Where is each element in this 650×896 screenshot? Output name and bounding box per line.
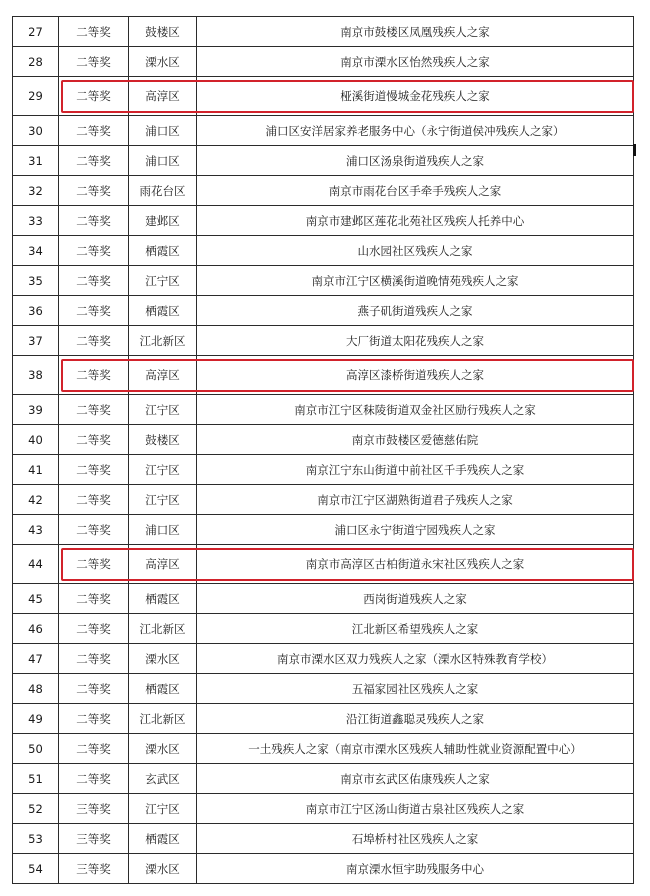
award-level-cell: 二等奖 — [59, 236, 129, 266]
table-row — [13, 584, 634, 614]
award-level-cell: 二等奖 — [59, 206, 129, 236]
row-number-cell: 30 — [13, 116, 59, 146]
table-row — [13, 674, 634, 704]
institution-name-cell: 石埠桥村社区残疾人之家 — [197, 824, 634, 854]
row-number-cell: 45 — [13, 584, 59, 614]
institution-name-cell: 南京市江宁区横溪街道晚情苑残疾人之家 — [197, 266, 634, 296]
district-cell: 溧水区 — [129, 854, 197, 884]
row-number-cell: 27 — [13, 17, 59, 47]
award-level-cell: 三等奖 — [59, 794, 129, 824]
table-row — [13, 395, 634, 425]
row-number-cell: 36 — [13, 296, 59, 326]
row-number-cell: 35 — [13, 266, 59, 296]
row-number-cell: 50 — [13, 734, 59, 764]
row-number-cell: 29 — [13, 77, 59, 116]
institution-name-cell: 山水园社区残疾人之家 — [197, 236, 634, 266]
row-number-cell: 47 — [13, 644, 59, 674]
table-row — [13, 47, 634, 77]
institution-name-cell: 南京市溧水区双力残疾人之家（溧水区特殊教育学校） — [197, 644, 634, 674]
institution-name-cell: 西岗街道残疾人之家 — [197, 584, 634, 614]
institution-name-cell: 南京市江宁区秣陵街道双金社区励行残疾人之家 — [197, 395, 634, 425]
table-row — [13, 704, 634, 734]
institution-name-cell: 燕子矶街道残疾人之家 — [197, 296, 634, 326]
award-level-cell: 二等奖 — [59, 644, 129, 674]
award-level-cell: 二等奖 — [59, 764, 129, 794]
district-cell: 雨花台区 — [129, 176, 197, 206]
row-number-cell: 39 — [13, 395, 59, 425]
table-row — [13, 455, 634, 485]
table-row — [13, 794, 634, 824]
table-row — [13, 176, 634, 206]
district-cell: 鼓楼区 — [129, 17, 197, 47]
row-number-cell: 31 — [13, 146, 59, 176]
row-number-cell: 52 — [13, 794, 59, 824]
district-cell: 玄武区 — [129, 764, 197, 794]
table-row — [13, 146, 634, 176]
district-cell: 江北新区 — [129, 614, 197, 644]
institution-name-cell: 桠溪街道慢城金花残疾人之家 — [197, 77, 634, 116]
row-number-cell: 51 — [13, 764, 59, 794]
table-row — [13, 764, 634, 794]
award-table — [12, 16, 634, 884]
award-level-cell: 二等奖 — [59, 296, 129, 326]
table-row — [13, 734, 634, 764]
award-table-body — [13, 17, 634, 884]
table-row — [13, 425, 634, 455]
institution-name-cell: 南京市鼓楼区凤凰残疾人之家 — [197, 17, 634, 47]
award-level-cell: 二等奖 — [59, 176, 129, 206]
institution-name-cell: 江北新区希望残疾人之家 — [197, 614, 634, 644]
district-cell: 浦口区 — [129, 146, 197, 176]
table-row — [13, 206, 634, 236]
district-cell: 溧水区 — [129, 47, 197, 77]
district-cell: 江宁区 — [129, 794, 197, 824]
award-level-cell: 二等奖 — [59, 485, 129, 515]
district-cell: 高淳区 — [129, 77, 197, 116]
row-number-cell: 32 — [13, 176, 59, 206]
district-cell: 栖霞区 — [129, 236, 197, 266]
district-cell: 鼓楼区 — [129, 425, 197, 455]
table-row — [13, 515, 634, 545]
institution-name-cell: 浦口区安洋居家养老服务中心（永宁街道侯冲残疾人之家） — [197, 116, 634, 146]
table-row — [13, 116, 634, 146]
award-level-cell: 二等奖 — [59, 356, 129, 395]
district-cell: 建邺区 — [129, 206, 197, 236]
row-number-cell: 44 — [13, 545, 59, 584]
row-number-cell: 40 — [13, 425, 59, 455]
table-row — [13, 854, 634, 884]
row-number-cell: 28 — [13, 47, 59, 77]
district-cell: 浦口区 — [129, 515, 197, 545]
award-level-cell: 二等奖 — [59, 704, 129, 734]
institution-name-cell: 南京市溧水区怡然残疾人之家 — [197, 47, 634, 77]
award-level-cell: 二等奖 — [59, 77, 129, 116]
award-list-sheet — [12, 16, 633, 884]
institution-name-cell: 南京溧水恒宇助残服务中心 — [197, 854, 634, 884]
institution-name-cell: 大厂街道太阳花残疾人之家 — [197, 326, 634, 356]
award-level-cell: 二等奖 — [59, 326, 129, 356]
award-level-cell: 二等奖 — [59, 614, 129, 644]
table-row — [13, 326, 634, 356]
district-cell: 江宁区 — [129, 455, 197, 485]
row-number-cell: 37 — [13, 326, 59, 356]
award-level-cell: 二等奖 — [59, 116, 129, 146]
award-level-cell: 二等奖 — [59, 146, 129, 176]
district-cell: 溧水区 — [129, 734, 197, 764]
award-level-cell: 二等奖 — [59, 545, 129, 584]
district-cell: 江宁区 — [129, 485, 197, 515]
table-row — [13, 545, 634, 584]
table-row — [13, 17, 634, 47]
table-row — [13, 77, 634, 116]
district-cell: 江北新区 — [129, 326, 197, 356]
institution-name-cell: 浦口区汤泉街道残疾人之家 — [197, 146, 634, 176]
institution-name-cell: 高淳区漆桥街道残疾人之家 — [197, 356, 634, 395]
district-cell: 栖霞区 — [129, 824, 197, 854]
row-number-cell: 41 — [13, 455, 59, 485]
row-number-cell: 48 — [13, 674, 59, 704]
institution-name-cell: 南京江宁东山街道中前社区千手残疾人之家 — [197, 455, 634, 485]
table-row — [13, 296, 634, 326]
award-level-cell: 二等奖 — [59, 395, 129, 425]
district-cell: 浦口区 — [129, 116, 197, 146]
district-cell: 江北新区 — [129, 704, 197, 734]
institution-name-cell: 南京市江宁区湖熟街道君子残疾人之家 — [197, 485, 634, 515]
institution-name-cell: 沿江街道鑫聪灵残疾人之家 — [197, 704, 634, 734]
table-row — [13, 266, 634, 296]
row-number-cell: 49 — [13, 704, 59, 734]
district-cell: 栖霞区 — [129, 584, 197, 614]
award-level-cell: 三等奖 — [59, 824, 129, 854]
table-row — [13, 236, 634, 266]
district-cell: 栖霞区 — [129, 674, 197, 704]
institution-name-cell: 五福家园社区残疾人之家 — [197, 674, 634, 704]
award-level-cell: 二等奖 — [59, 515, 129, 545]
award-level-cell: 二等奖 — [59, 266, 129, 296]
award-level-cell: 二等奖 — [59, 47, 129, 77]
table-row — [13, 824, 634, 854]
institution-name-cell: 南京市建邺区莲花北苑社区残疾人托养中心 — [197, 206, 634, 236]
row-number-cell: 33 — [13, 206, 59, 236]
award-level-cell: 二等奖 — [59, 455, 129, 485]
district-cell: 江宁区 — [129, 266, 197, 296]
row-number-cell: 54 — [13, 854, 59, 884]
district-cell: 栖霞区 — [129, 296, 197, 326]
institution-name-cell: 南京市玄武区佑康残疾人之家 — [197, 764, 634, 794]
institution-name-cell: 南京市高淳区古柏街道永宋社区残疾人之家 — [197, 545, 634, 584]
table-row — [13, 644, 634, 674]
page-edge-mark — [633, 144, 636, 156]
row-number-cell: 38 — [13, 356, 59, 395]
district-cell: 溧水区 — [129, 644, 197, 674]
row-number-cell: 34 — [13, 236, 59, 266]
institution-name-cell: 南京市江宁区汤山街道古泉社区残疾人之家 — [197, 794, 634, 824]
row-number-cell: 42 — [13, 485, 59, 515]
row-number-cell: 43 — [13, 515, 59, 545]
award-level-cell: 二等奖 — [59, 674, 129, 704]
row-number-cell: 46 — [13, 614, 59, 644]
district-cell: 高淳区 — [129, 356, 197, 395]
institution-name-cell: 一土残疾人之家（南京市溧水区残疾人辅助性就业资源配置中心） — [197, 734, 634, 764]
institution-name-cell: 南京市鼓楼区爱德慈佑院 — [197, 425, 634, 455]
row-number-cell: 53 — [13, 824, 59, 854]
institution-name-cell: 浦口区永宁街道宁园残疾人之家 — [197, 515, 634, 545]
table-row — [13, 485, 634, 515]
award-level-cell: 二等奖 — [59, 734, 129, 764]
district-cell: 高淳区 — [129, 545, 197, 584]
award-level-cell: 二等奖 — [59, 17, 129, 47]
table-row — [13, 356, 634, 395]
table-row — [13, 614, 634, 644]
award-level-cell: 三等奖 — [59, 854, 129, 884]
institution-name-cell: 南京市雨花台区手牵手残疾人之家 — [197, 176, 634, 206]
award-level-cell: 二等奖 — [59, 425, 129, 455]
award-level-cell: 二等奖 — [59, 584, 129, 614]
district-cell: 江宁区 — [129, 395, 197, 425]
